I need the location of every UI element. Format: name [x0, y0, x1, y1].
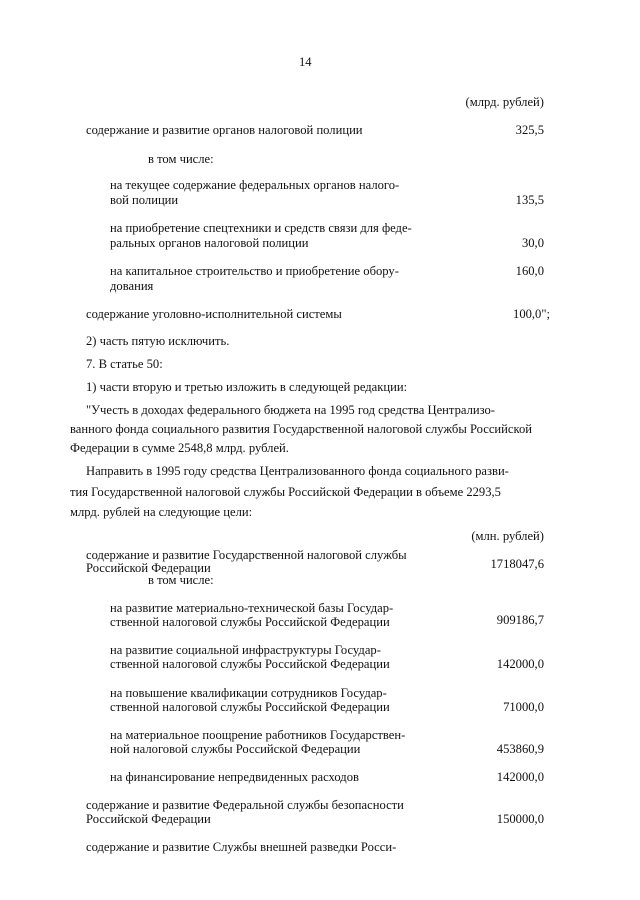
including-label: в том числе: — [148, 152, 214, 166]
row-contingency-value: 142000,0 — [496, 770, 544, 784]
row-special-equipment-line1: на приобретение спецтехники и средств связи для феде- — [110, 221, 412, 235]
row-material-base-line2: ственной налоговой службы Российской Федерации — [110, 615, 390, 629]
direct-line-3: млрд. рублей на следующие цели: — [70, 505, 253, 519]
row-penitentiary-value: 100,0"; — [513, 307, 550, 321]
row-tax-police-label: содержание и развитие органов налоговой полиции — [86, 123, 363, 137]
item-7-text: 7. В статье 50: — [86, 357, 163, 371]
row-special-equipment-line2: ральных органов налоговой полиции — [110, 236, 309, 250]
unit-label-million: (млн. рублей) — [471, 529, 544, 543]
row-state-tax-service-value: 1718047,6 — [490, 557, 544, 571]
row-qualification-value: 71000,0 — [503, 700, 544, 714]
item-1-text: 1) части вторую и третью изложить в следующей редакции: — [86, 380, 408, 394]
row-incentives-line1: на материальное поощрение работников Государствен- — [110, 728, 406, 742]
row-social-infrastructure-line2: ственной налоговой службы Российской Федерации — [110, 657, 390, 671]
row-fsb-line2: Российской Федерации — [86, 812, 211, 826]
row-capital-construction-line2: дования — [110, 279, 154, 293]
item-2-text: 2) часть пятую исключить. — [86, 334, 230, 348]
row-fsb-value: 150000,0 — [496, 812, 544, 826]
direct-line-2: тия Государственной налоговой службы Российской Федерации в объеме 2293,5 — [70, 485, 501, 499]
row-current-maintenance-line1: на текущее содержание федеральных органов налого- — [110, 178, 400, 192]
row-special-equipment-value: 30,0 — [521, 236, 544, 250]
row-contingency-label: на финансирование непредвиденных расходов — [110, 770, 359, 784]
row-social-infrastructure-line1: на развитие социальной инфраструктуры Государ- — [110, 643, 381, 657]
row-material-base-value: 909186,7 — [496, 613, 544, 627]
quote-line-3: Федерации в сумме 2548,8 млрд. рублей. — [70, 441, 289, 455]
row-qualification-line1: на повышение квалификации сотрудников Государ- — [110, 686, 387, 700]
quote-line-1: "Учесть в доходах федерального бюджета на 1995 год средства Централизо- — [86, 403, 495, 417]
row-material-base-line1: на развитие материально-технической базы Государ- — [110, 601, 394, 615]
direct-line-1: Направить в 1995 году средства Централизованного фонда социального разви- — [86, 464, 509, 478]
row-capital-construction-value: 160,0 — [515, 264, 544, 278]
row-qualification-line2: ственной налоговой службы Российской Федерации — [110, 700, 390, 714]
row-svr-line1: содержание и развитие Службы внешней разведки Росси- — [86, 840, 397, 854]
row-current-maintenance-value: 135,5 — [515, 193, 544, 207]
row-incentives-value: 453860,9 — [496, 742, 544, 756]
row-social-infrastructure-value: 142000,0 — [496, 657, 544, 671]
quote-line-2: ванного фонда социального развития Государственной налоговой службы Российской — [70, 422, 533, 436]
row-state-tax-service-line1: содержание и развитие Государственной налоговой службы — [86, 548, 407, 562]
unit-label-billion: (млрд. рублей) — [465, 95, 544, 109]
page-number: 14 — [299, 55, 312, 69]
row-capital-construction-line1: на капитальное строительство и приобретение обору- — [110, 264, 399, 278]
row-tax-police-value: 325,5 — [515, 123, 544, 137]
row-incentives-line2: ной налоговой службы Российской Федерации — [110, 742, 361, 756]
including-label-2: в том числе: — [148, 573, 214, 587]
row-fsb-line1: содержание и развитие Федеральной службы безопасности — [86, 798, 404, 812]
row-state-tax-service-line2: Российской Федерации — [86, 561, 211, 575]
row-current-maintenance-line2: вой полиции — [110, 193, 179, 207]
row-penitentiary-label: содержание уголовно-исполнительной системы — [86, 307, 342, 321]
